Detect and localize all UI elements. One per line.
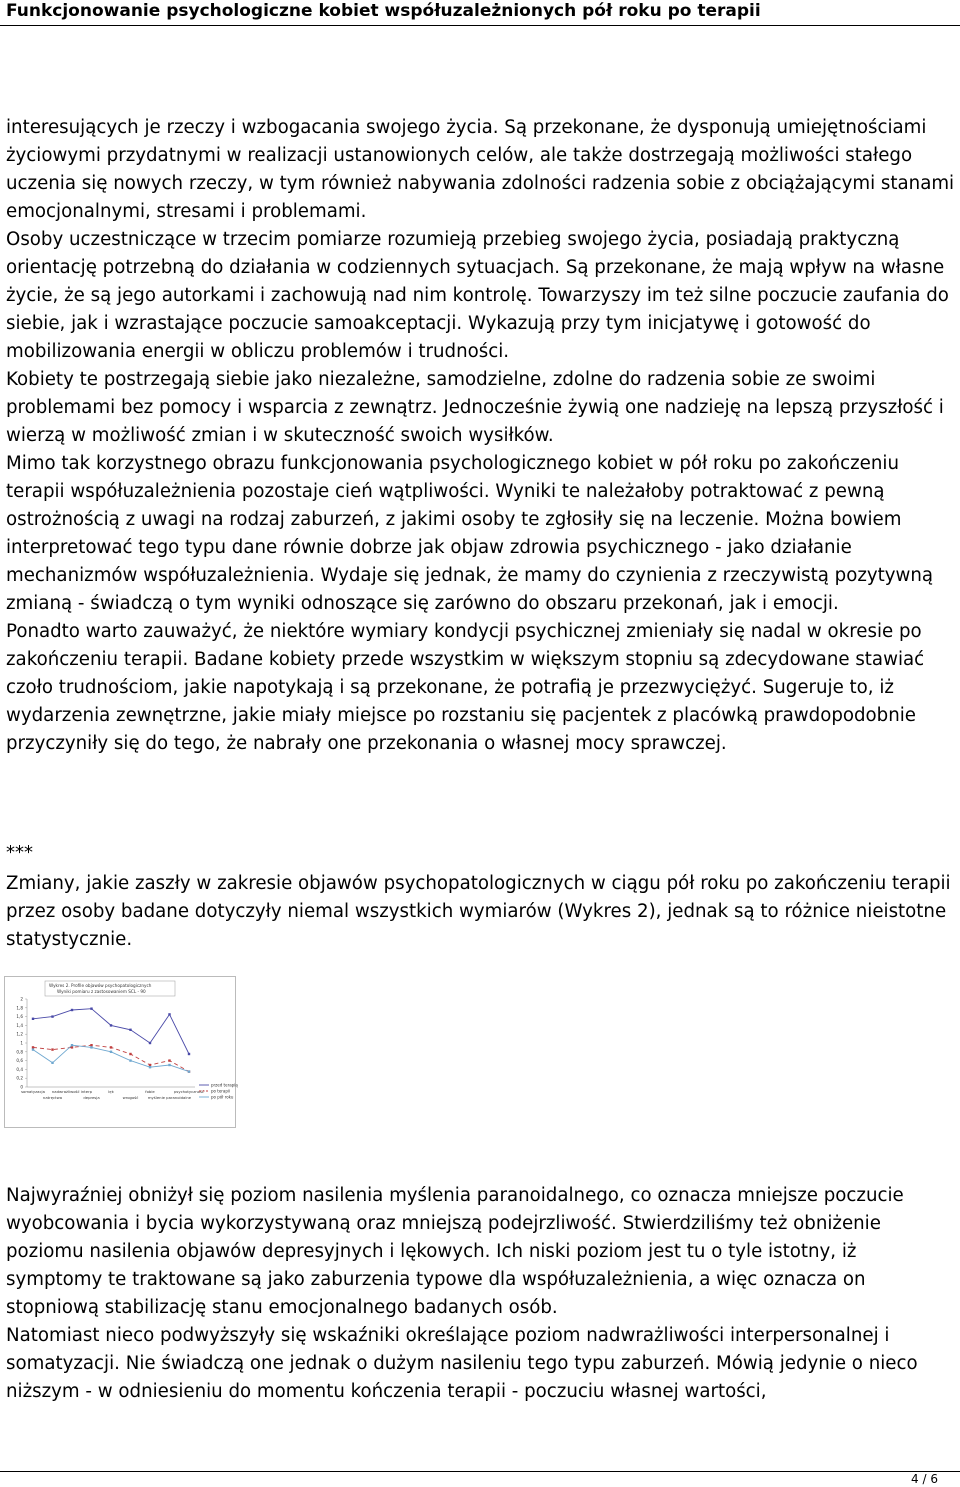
data-point <box>129 1029 131 1031</box>
data-point <box>32 1018 34 1020</box>
x-tick-label: natręctwa <box>42 1095 63 1100</box>
data-point <box>110 1046 112 1048</box>
x-tick-label: lęk <box>108 1089 114 1094</box>
paragraph: Ponadto warto zauważyć, że niektóre wymiary kondycji psychicznej zmieniały się nadal w okresie po zakończeniu terapii. Badane kobiety przede wszystkim w większym stopniu są zdecydowane stawiać czoło trudnościom, jakie napotykają i są przekonane, że potrafią je przezwyciężyć. Sugeruje to, iż wydarzenia zewnętrzne, jakie miały miejsce po rozstaniu się pacjentek z placówką prawdopodobnie przyczyniły się do tego, że nabrały one przekonania o własnej mocy sprawczej. <box>6 621 925 754</box>
y-tick-label: 1,2 <box>16 1031 23 1037</box>
data-point <box>168 1013 170 1015</box>
legend-label: po pół roku <box>211 1094 234 1100</box>
y-tick-label: 2 <box>20 996 23 1002</box>
paragraph: Kobiety te postrzegają siebie jako niezależne, samodzielne, zdolne do radzenia sobie ze swoimi problemami bez pomocy i wsparcia z zewnątrz. Jednocześnie żywią one nadzieję na lepszą przyszłość i wierzą w możliwość zmian i w skuteczność swoich wysiłków. <box>6 369 944 446</box>
body-text-mid <box>6 870 956 954</box>
data-point <box>168 1059 170 1061</box>
body-text-bottom <box>6 1182 956 1406</box>
data-point <box>149 1042 151 1044</box>
chart-figure <box>4 976 236 1128</box>
line-chart <box>5 977 238 1127</box>
x-tick-label: wrogość <box>122 1095 139 1100</box>
x-tick-label: depresja <box>83 1095 100 1100</box>
x-tick-label: somatyzacja <box>21 1089 45 1094</box>
legend-label: po terapii <box>211 1088 231 1094</box>
data-point <box>90 1007 92 1009</box>
data-point <box>110 1024 112 1026</box>
data-point <box>90 1046 92 1048</box>
y-tick-label: 0,8 <box>16 1049 23 1055</box>
x-tick-label: psychotyczność <box>173 1089 205 1094</box>
data-point <box>51 1048 53 1050</box>
x-tick-label: myślenie paranoidalne <box>147 1095 192 1100</box>
y-tick-label: 0,6 <box>16 1058 23 1064</box>
x-tick-label: nadwrażliwość interp <box>51 1089 93 1094</box>
data-point <box>129 1053 131 1055</box>
paragraph: Mimo tak korzystnego obrazu funkcjonowania psychologicznego kobiet w pół roku po zakończeniu terapii współuzależnienia pozostaje cień wątpliwości. Wyniki te należałoby potraktować z pewną ostrożnością z uwagi na rodzaj zaburzeń, z jakimi osoby te zgłosiły się na leczenie. Można bowiem interpretować tego typu dane równie dobrze jak objaw zdrowia psychicznego - jako działanie mechanizmów współuzależnienia. Wydaje się jednak, że mamy do czynienia z rzeczywistą pozytywną zmianą - świadczą o tym wyniki odnoszące się zarówno do obszaru przekonań, jak i emocji. <box>6 453 934 614</box>
y-tick-label: 1,8 <box>16 1005 23 1011</box>
series-line <box>33 1045 189 1071</box>
data-point <box>168 1064 170 1066</box>
data-point <box>129 1059 131 1061</box>
data-point <box>51 1015 53 1017</box>
paragraph: Najwyraźniej obniżył się poziom nasilenia myślenia paranoidalnego, co oznacza mniejsze poczucie wyobcowania i bycia wykorzystywaną oraz mniejszą podejrzliwość. Stwierdziliśmy też obniżenie poziomu nasilenia objawów depresyjnych i lękowych. Ich niski poziom jest tu o tyle istotny, iż symptomy te traktowane są jako zaburzenia typowe dla współuzależnienia, a więc oznacza on stopniową stabilizację stanu emocjonalnego badanych osób. <box>6 1185 904 1318</box>
data-point <box>149 1064 151 1066</box>
legend-label: przed terapią <box>211 1082 238 1088</box>
body-text-top <box>6 114 956 758</box>
y-tick-label: 1 <box>20 1040 23 1046</box>
x-tick-label: fobie <box>145 1089 155 1094</box>
y-tick-label: 0 <box>20 1084 23 1090</box>
data-point <box>32 1048 34 1050</box>
header-divider <box>0 25 960 26</box>
data-point <box>188 1070 190 1072</box>
paragraph: Zmiany, jakie zaszły w zakresie objawów psychopatologicznych w ciągu pół roku po zakończeniu terapii przez osoby badane dotyczyły niemal wszystkich wymiarów (Wykres 2), jednak są to różnice nieistotne statystycznie. <box>6 873 951 950</box>
y-tick-label: 0,2 <box>16 1075 23 1081</box>
data-point <box>32 1046 34 1048</box>
y-tick-label: 0,4 <box>16 1066 23 1072</box>
chart-subtitle: Wyniki pomiaru z zastosowaniem SCL - 90 <box>57 989 146 994</box>
page-header <box>0 0 960 26</box>
y-tick-label: 1,6 <box>16 1014 23 1020</box>
data-point <box>51 1062 53 1064</box>
paragraph: interesujących je rzeczy i wzbogacania swojego życia. Są przekonane, że dysponują umiejętnościami życiowymi przydatnymi w realizacji ustanowionych celów, ale także dostrzegają możliwości stałego uczenia się nowych rzeczy, w tym również nabywania zdolności radzenia sobie z obciążającymi stanami emocjonalnymi, stresami i problemami. <box>6 117 955 222</box>
data-point <box>90 1044 92 1046</box>
paragraph: Osoby uczestniczące w trzecim pomiarze rozumieją przebieg swojego życia, posiadają praktyczną orientację potrzebną do działania w codziennych sytuacjach. Są przekonane, że mają wpływ na własne życie, że są jego autorkami i zachowują nad nim kontrolę. Towarzyszy im też silne poczucie zaufania do siebie, jak i wzrastające poczucie samoakceptacji. Wykazują przy tym inicjatywę i gotowość do mobilizowania energii w obliczu problemów i trudności. <box>6 229 949 362</box>
data-point <box>71 1044 73 1046</box>
chart-title: Wykres 2. Profile objawów psychopatologicznych <box>49 983 152 988</box>
data-point <box>110 1051 112 1053</box>
data-point <box>149 1066 151 1068</box>
y-tick-label: 1,4 <box>16 1022 23 1028</box>
paragraph: Natomiast nieco podwyższyły się wskaźniki określające poziom nadwrażliwości interpersonalnej i somatyzacji. Nie świadczą one jednak o dużym nasileniu tego typu zaburzeń. Mówią jedynie o nieco niższym - w odniesieniu do momentu kończenia terapii - poczuciu własnej wartości, <box>6 1325 918 1402</box>
data-point <box>188 1053 190 1055</box>
page-number: 4 / 6 <box>911 1472 938 1486</box>
section-separator: *** <box>6 842 33 863</box>
data-point <box>71 1009 73 1011</box>
document-title: Funkcjonowanie psychologiczne kobiet współuzależnionych pół roku po terapii <box>6 1 761 21</box>
footer-divider <box>0 1471 960 1472</box>
